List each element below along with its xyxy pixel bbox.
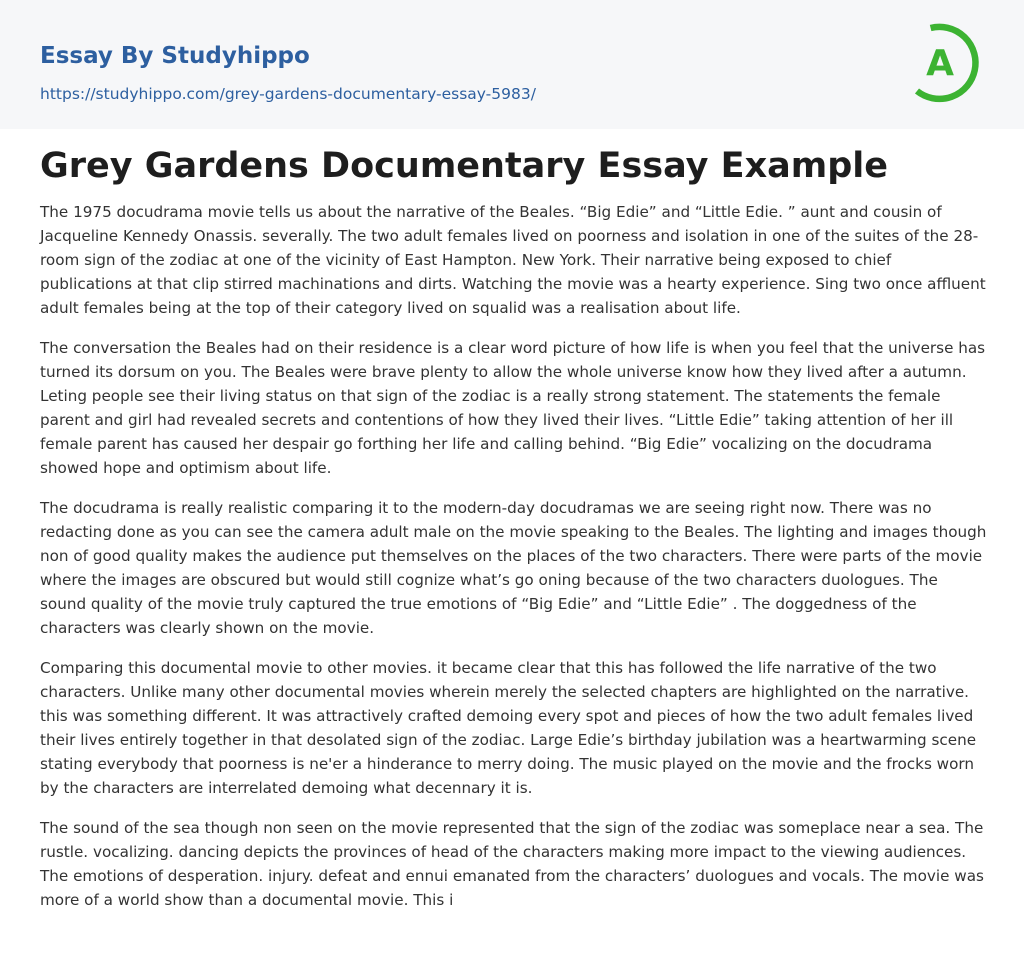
essay-paragraph: The docudrama is really realistic comparing it to the modern-day docudramas we are seeing right now. There was no redacting done as you can see the camera adult male on the movie speaking to the Beales. The lighting and images though non of good quality makes the audience put themselves on the places of the two characters. There were parts of the movie where the images are obscured but would still cognize what’s go oning because of the two characters duologues. The sound quality of the movie truly captured the true emotions of “Big Edie” and “Little Edie” . The doggedness of the characters was clearly shown on the movie. bbox=[40, 499, 987, 637]
logo-letter: A bbox=[926, 43, 954, 84]
essay-paragraph: The conversation the Beales had on their residence is a clear word picture of how life is when you feel that the universe has turned its dorsum on you. The Beales were brave plenty to allow the whole universe know how they lived after a autumn. Leting people see their living status on that sign of the zodiac is a really strong statement. The statements the female parent and girl had revealed secrets and contentions of how they lived their lives. “Little Edie” taking attention of her ill female parent has caused her despair go forthing her life and calling behind. “Big Edie” vocalizing on the docudrama showed hope and optimism about life. bbox=[40, 339, 986, 477]
site-brand[interactable]: Essay By Studyhippo bbox=[40, 43, 310, 69]
essay-paragraph: The sound of the sea though non seen on the movie represented that the sign of the zodiac was someplace near a sea. The rustle. vocalizing. dancing depicts the provinces of head of the characters making more impact to the viewing audiences. The emotions of desperation. injury. defeat and ennui emanated from the characters’ duologues and vocals. The movie was more of a world show than a documental movie. This i bbox=[40, 819, 984, 909]
essay-body bbox=[40, 200, 988, 928]
studyhippo-logo-icon[interactable] bbox=[912, 19, 986, 105]
essay-paragraph: The 1975 docudrama movie tells us about the narrative of the Beales. “Big Edie” and “Little Edie. ” aunt and cousin of Jacqueline Kennedy Onassis. severally. The two adult females lived on poorness and isolation in one of the suites of the 28-room sign of the zodiac at one of the vicinity of East Hampton. New York. Their narrative being exposed to chief publications at that clip stirred machinations and dirts. Watching the movie was a hearty experience. Sing two once affluent adult females being at the top of their category lived on squalid was a realisation about life. bbox=[40, 203, 986, 317]
site-header bbox=[0, 0, 1024, 129]
page-title: Grey Gardens Documentary Essay Example bbox=[40, 146, 889, 186]
page-url-link[interactable]: https://studyhippo.com/grey-gardens-documentary-essay-5983/ bbox=[40, 85, 536, 103]
essay-paragraph: Comparing this documental movie to other movies. it became clear that this has followed the life narrative of the two characters. Unlike many other documental movies wherein merely the selected chapters are highlighted on the narrative. this was something different. It was attractively crafted demoing every spot and pieces of how the two adult females lived their lives entirely together in that desolated sign of the zodiac. Large Edie’s birthday jubilation was a heartwarming scene stating everybody that poorness is ne'er a hinderance to merry doing. The music played on the movie and the frocks worn by the characters are interrelated demoing what decennary it is. bbox=[40, 659, 977, 797]
